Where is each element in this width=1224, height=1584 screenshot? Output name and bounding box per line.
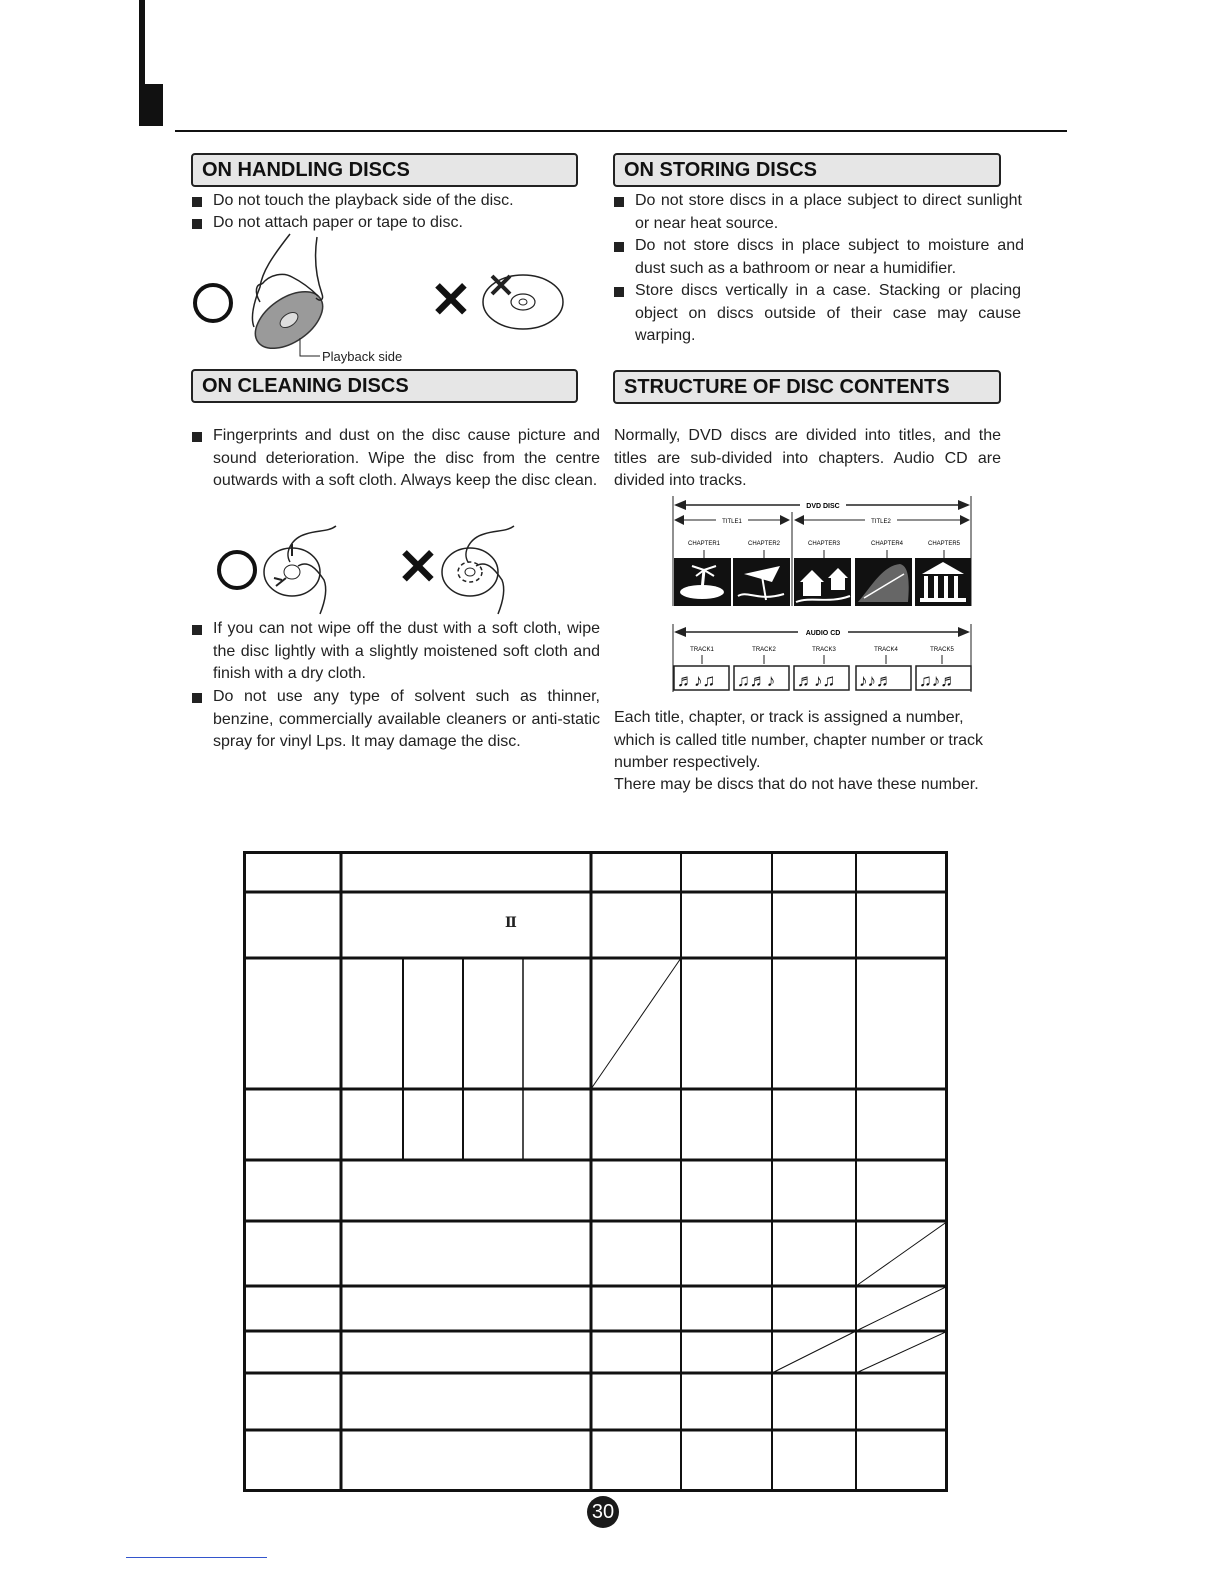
dvd-disc-label: DVD DISC <box>806 503 840 510</box>
structure-note: There may be discs that do not have these number. <box>614 776 979 793</box>
cleaning-bullet-1: Fingerprints and dust on the disc cause picture and sound deterioration. Wipe the disc from the centre outwards with a soft cloth. Always keep the disc clean. <box>192 425 600 493</box>
wiping-disc-incorrect-icon <box>440 520 520 616</box>
wiping-disc-correct-icon <box>262 520 342 616</box>
handling-bullet-2: Do not attach paper or tape to disc. <box>192 212 599 235</box>
title-1-label: TITLE1 <box>722 519 742 525</box>
storing-heading: ON STORING DISCS <box>613 153 1001 187</box>
footer-link-line <box>126 1557 267 1558</box>
cleaning-bullet-2: If you can not wipe off the dust with a soft cloth, wipe the disc lightly with a slightly moistened soft cloth and finish with a dry cloth. <box>192 618 600 686</box>
handling-heading: ON HANDLING DISCS <box>191 153 578 187</box>
chapter-4-label: CHAPTER4 <box>870 541 904 547</box>
incorrect-cross-icon: ✕ <box>430 272 472 328</box>
cleaning-bullet-3: Do not use any type of solvent such as thinner, benzine, commercially available cleaners or anti-static spray for vinyl Lps. It may damage the disc. <box>192 686 600 754</box>
incorrect-cross-icon: ✕ <box>397 539 439 595</box>
storing-bullet-2: Do not store discs in place subject to moisture and dust such as a bathroom or near a humidifier. <box>614 235 1024 280</box>
svg-text:♬♪♫: ♬♪♫ <box>797 671 836 690</box>
disc-structure-diagram <box>672 496 974 696</box>
correct-circle-icon <box>217 550 257 590</box>
table-symbol: Ⅱ <box>505 915 517 931</box>
structure-intro: Normally, DVD discs are divided into titles, and the titles are sub-divided into chapters. Audio CD are divided into tracks. <box>614 427 1001 489</box>
chapter-3-image <box>794 558 851 606</box>
handling-bullet-1: Do not touch the playback side of the disc. <box>192 190 599 213</box>
header-rule <box>175 130 1067 132</box>
svg-text:♫♬♪: ♫♬♪ <box>737 671 776 690</box>
track-1-label: TRACK1 <box>690 647 714 653</box>
chapter-1-image <box>674 558 731 606</box>
structure-heading: STRUCTURE OF DISC CONTENTS <box>613 370 1001 404</box>
header-block <box>139 84 163 126</box>
page-number: 30 <box>587 1496 619 1528</box>
audio-cd-label: AUDIO CD <box>805 630 841 637</box>
title-2-label: TITLE2 <box>871 519 891 525</box>
chapter-3-label: CHAPTER3 <box>807 541 841 547</box>
cleaning-heading: ON CLEANING DISCS <box>191 369 578 403</box>
chapter-4-image <box>855 558 912 606</box>
spec-table-grid <box>243 851 948 1492</box>
chapter-5-image <box>915 558 971 606</box>
playback-side-caption: Playback side <box>322 349 403 364</box>
chapter-2-image <box>733 558 790 606</box>
disc-with-tape-icon <box>480 268 566 332</box>
correct-circle-icon <box>193 283 233 323</box>
chapter-1-label: CHAPTER1 <box>687 541 721 547</box>
chapter-5-label: CHAPTER5 <box>927 541 961 547</box>
spec-table <box>243 851 948 1492</box>
svg-text:♫♪♬: ♫♪♬ <box>919 671 958 690</box>
track-3-label: TRACK3 <box>812 647 836 653</box>
track-2-label: TRACK2 <box>752 647 776 653</box>
hand-holding-disc-icon <box>232 232 342 362</box>
structure-outro: Each title, chapter, or track is assigned a number, which is called title number, chapter number or track number respectively. <box>614 709 984 771</box>
chapter-2-label: CHAPTER2 <box>747 541 781 547</box>
storing-bullet-3: Store discs vertically in a case. Stacking or placing object on discs outside of their case may cause warping. <box>614 280 1021 348</box>
track-5-label: TRACK5 <box>930 647 954 653</box>
storing-bullet-1: Do not store discs in a place subject to direct sunlight or near heat source. <box>614 190 1022 235</box>
track-4-label: TRACK4 <box>874 647 898 653</box>
svg-text:♪♪♬: ♪♪♬ <box>859 671 893 690</box>
svg-text:♬♪♫: ♬♪♫ <box>677 671 716 690</box>
